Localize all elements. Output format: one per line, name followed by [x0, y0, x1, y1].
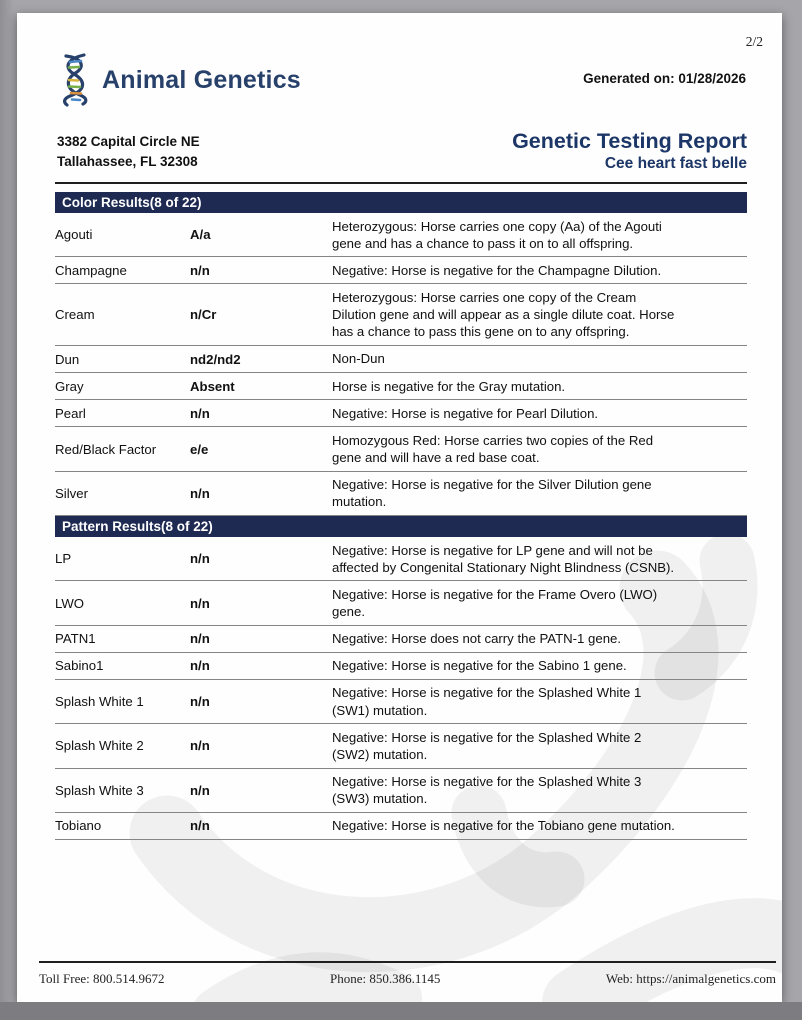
- gene-name: Pearl: [55, 405, 86, 421]
- gene-name: Dun: [55, 351, 80, 367]
- result-description: Heterozygous: Horse carries one copy of the Cream Dilution gene and will appear as a single dilute coat. Horse has a chance to pass this gene on to any offspring.: [332, 289, 675, 340]
- table-row: [55, 653, 747, 680]
- result-description: Heterozygous: Horse carries one copy (Aa) of the Agouti gene and has a chance to pass it on to all offspring.: [332, 218, 662, 251]
- genotype-result: n/n: [190, 595, 210, 611]
- table-row: [55, 581, 747, 625]
- report-title: Genetic Testing Report: [512, 129, 747, 153]
- gene-name: Red/Black Factor: [55, 441, 157, 457]
- gene-name: Splash White 1: [55, 694, 144, 710]
- results-table: [55, 192, 747, 840]
- genotype-result: A/a: [190, 227, 211, 243]
- brand-name: Animal Genetics: [102, 65, 301, 94]
- table-row: [55, 537, 747, 581]
- genotype-result: n/n: [190, 658, 210, 674]
- genotype-result: n/n: [190, 738, 210, 754]
- result-description: Negative: Horse is negative for the Splashed White 2 (SW2) mutation.: [332, 729, 642, 762]
- brand-logo: [57, 53, 301, 107]
- generated-date: Generated on: 01/28/2026: [583, 71, 746, 86]
- gene-name: Silver: [55, 485, 88, 501]
- result-description: Negative: Horse is negative for Pearl Dilution.: [332, 405, 599, 421]
- table-row: [55, 769, 747, 813]
- gene-name: Splash White 3: [55, 782, 144, 798]
- gene-name: Splash White 2: [55, 738, 144, 754]
- result-description: Negative: Horse does not carry the PATN-1 gene.: [332, 631, 622, 647]
- genotype-result: n/n: [190, 551, 210, 567]
- genotype-result: n/n: [190, 405, 210, 421]
- result-description: Negative: Horse is negative for the Champagne Dilution.: [332, 262, 662, 278]
- page-number: 2/2: [745, 34, 763, 49]
- result-description: Horse is negative for the Gray mutation.: [332, 378, 566, 394]
- section-header: Pattern Results(8 of 22): [55, 516, 747, 537]
- footer-divider: [39, 961, 776, 963]
- gene-name: Champagne: [55, 262, 127, 278]
- genotype-result: n/n: [190, 262, 210, 278]
- gene-name: Cream: [55, 307, 95, 323]
- table-row: [55, 257, 747, 284]
- table-row: [55, 427, 747, 471]
- gene-name: Agouti: [55, 227, 93, 243]
- table-row: [55, 346, 747, 373]
- gene-name: LWO: [55, 595, 85, 611]
- table-row: [55, 680, 747, 724]
- table-row: [55, 400, 747, 427]
- lab-address: [57, 132, 200, 171]
- web-url: Web: https://animalgenetics.com: [605, 971, 776, 986]
- address-line-2: Tallahassee, FL 32308: [57, 153, 198, 169]
- genotype-result: nd2/nd2: [190, 351, 241, 367]
- genotype-result: n/n: [190, 631, 210, 647]
- genotype-result: e/e: [190, 441, 209, 457]
- section-header: Color Results(8 of 22): [55, 192, 747, 213]
- page-content: [17, 13, 782, 1002]
- address-line-1: 3382 Capital Circle NE: [57, 134, 200, 149]
- table-row: [55, 813, 747, 840]
- table-row: [55, 472, 747, 516]
- viewer-bottom-band: [0, 1002, 802, 1020]
- genotype-result: n/n: [190, 485, 210, 501]
- gene-name: Sabino1: [55, 658, 104, 674]
- result-description: Negative: Horse is negative for the Sabino 1 gene.: [332, 658, 627, 674]
- table-row: [55, 213, 747, 257]
- genotype-result: Absent: [190, 378, 235, 394]
- horse-name: Cee heart fast belle: [604, 155, 747, 172]
- report-page: [17, 13, 782, 1002]
- table-row: [55, 626, 747, 653]
- result-description: Negative: Horse is negative for the Tobiano gene mutation.: [332, 818, 675, 834]
- genotype-result: n/Cr: [190, 307, 217, 323]
- result-description: Negative: Horse is negative for the Splashed White 1 (SW1) mutation.: [332, 685, 642, 718]
- result-description: Negative: Horse is negative for the Frame Overo (LWO) gene.: [332, 586, 658, 619]
- genotype-result: n/n: [190, 782, 210, 798]
- gene-name: Tobiano: [55, 818, 102, 834]
- result-description: Negative: Horse is negative for the Silver Dilution gene mutation.: [332, 477, 652, 510]
- page-footer: [39, 971, 776, 987]
- gene-name: Gray: [55, 378, 84, 394]
- genotype-result: n/n: [190, 818, 210, 834]
- result-description: Negative: Horse is negative for LP gene and will not be affected by Congenital Stationary Night Blindness (CSNB).: [332, 542, 675, 575]
- genotype-result: n/n: [190, 694, 210, 710]
- table-row: [55, 724, 747, 768]
- toll-free-number: Toll Free: 800.514.9672: [39, 971, 165, 986]
- result-description: Non-Dun: [332, 351, 385, 367]
- table-row: [55, 373, 747, 400]
- phone-number: Phone: 850.386.1145: [329, 971, 441, 986]
- gene-name: LP: [55, 551, 72, 567]
- result-description: Homozygous Red: Horse carries two copies of the Red gene and will have a red base coat.: [332, 432, 654, 466]
- dna-helix-icon: [57, 53, 93, 107]
- header-divider: [55, 182, 747, 184]
- title-block: [512, 129, 747, 173]
- gene-name: PATN1: [55, 631, 96, 647]
- result-description: Negative: Horse is negative for the Splashed White 3 (SW3) mutation.: [332, 774, 642, 807]
- table-row: [55, 284, 747, 345]
